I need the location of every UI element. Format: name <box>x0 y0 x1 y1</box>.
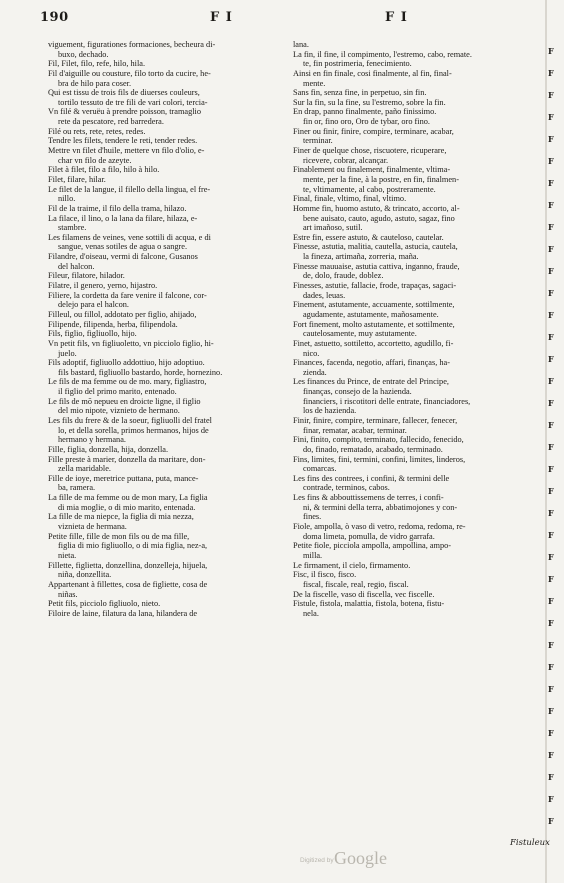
left-column-line: Le fils de mō nepueu en droicte ligne, il figlio <box>48 396 201 406</box>
right-column-line: ni, & termini della terra, abbatimojones y con- <box>303 502 458 512</box>
right-column-line: Finances, facenda, negotio, affari, finanças, ha- <box>293 358 450 368</box>
right-column-line: Homme fin, huomo astuto, & trincato, accorto, al- <box>293 203 460 213</box>
left-column-line: Tendre les filets, tendere le reti, tender redes. <box>48 136 198 146</box>
left-column-line: Filleul, ou fillol, addotato per figlio, ahijado, <box>48 309 197 319</box>
edge-letter: F <box>548 750 554 760</box>
right-column-line: Les fins & abbouttissemens de terres, i confi- <box>293 493 444 503</box>
right-column-line: zienda. <box>303 367 327 377</box>
right-column-line: milla. <box>303 550 323 560</box>
catchword: Fistuleux <box>510 838 550 848</box>
right-column-line: finar, rematar, acabar, terminar. <box>303 425 407 435</box>
page-number: 190 <box>40 10 69 25</box>
left-column-line: Fil, Filet, filo, refe, hilo, hila. <box>48 59 146 69</box>
right-column <box>293 40 523 618</box>
left-column-line: Vn petit fils, vn figliuoletto, vn picciolo figlio, hi- <box>48 338 214 348</box>
left-column-line: char vn filo de azeyte. <box>58 155 132 165</box>
right-column-line: Finer ou finir, finire, compire, terminare, acabar, <box>293 126 454 136</box>
left-column-line: niña, donzellita. <box>58 570 112 580</box>
left-column-line: stambre. <box>58 223 87 233</box>
left-column-line: La fille de ma niepce, la figlia di mia nezza, <box>48 512 194 522</box>
left-column-line: Le fils de ma femme ou de mo. mary, figliastro, <box>48 377 207 387</box>
left-column-line: del halcon. <box>58 261 95 271</box>
right-column-line: nico. <box>303 348 320 358</box>
right-column-line: Finir, finire, compire, terminare, fallecer, fenecer, <box>293 415 458 425</box>
edge-letter: F <box>548 728 554 738</box>
right-column-line: Fisc, il fisco, fisco. <box>293 570 357 580</box>
right-column-line: Les fins des contrees, i confini, & termini delle <box>293 473 450 483</box>
edge-letter: F <box>548 464 554 474</box>
right-column-line: Les finances du Prince, de entrate del Principe, <box>293 377 449 387</box>
right-column-line: Fins, limites, fini, termini, confini, limites, linderos, <box>293 454 466 464</box>
left-column-line: Petite fille, fille de mon fils ou de ma fille, <box>48 531 190 541</box>
right-column-line: mente. <box>303 78 326 88</box>
left-column-line: sangue, venas sotiles de agua o sangre. <box>58 242 188 252</box>
left-column-line: hermano y hermana. <box>58 435 126 445</box>
edge-letter: F <box>548 266 554 276</box>
edge-letter: F <box>548 222 554 232</box>
right-column-line: financiers, i riscotitori delle entrate, financiadores, <box>303 396 471 406</box>
left-column-line: Filatre, il genero, yerno, hijastro. <box>48 281 158 291</box>
digitized-watermark <box>300 848 430 870</box>
right-column-line: En drap, panno finalmente, paño finissimo. <box>293 107 437 117</box>
edge-letter: F <box>548 596 554 606</box>
left-column-line: juelo. <box>58 348 77 358</box>
right-column-line: Estre fin, essere astuto, & cauteloso, cautelar. <box>293 232 444 242</box>
edge-letter: F <box>548 90 554 100</box>
left-column-line: Fil d'aiguille ou cousture, filo torto da cucire, he- <box>48 68 211 78</box>
right-column-line: Fini, finito, compito, terminato, fallecido, fenecido, <box>293 435 464 445</box>
left-column-line: Fil de la traime, il filo della trama, hilazo. <box>48 203 187 213</box>
left-column-line: Filet à filet, filo a filo, hilo à hilo. <box>48 165 160 175</box>
right-column-line: Fiole, ampolla, ò vaso di vetro, redoma, redoma, re- <box>293 522 466 532</box>
right-column-line: contrade, terminos, cabos. <box>303 483 390 493</box>
right-column-line: lana. <box>293 40 309 49</box>
running-head-left: F I <box>210 10 233 25</box>
edge-letter: F <box>548 178 554 188</box>
edge-letter: F <box>548 618 554 628</box>
left-column-line: il figlio del primo marito, entenado. <box>58 387 177 397</box>
left-column-line: figlia di mio figliuollo, o di mia figlia, nez-a, <box>58 541 208 551</box>
right-column-line: Fistule, fistola, malattia, fistola, botena, fistu- <box>293 599 445 609</box>
right-column-line: la fineza, artimaña, zorreria, maña. <box>303 252 419 262</box>
left-column-line: nillo. <box>58 194 76 204</box>
left-column-line: Les fils du frere & de la soeur, figliuolli del fratel <box>48 415 212 425</box>
edge-letter: F <box>548 244 554 254</box>
right-column-line: dades, leuas. <box>303 290 346 300</box>
right-column-line: Fort finement, molto astutamente, et sottilmente, <box>293 319 455 329</box>
right-column-line: Finet, astuetto, sottiletto, accortetto, agudillo, fi- <box>293 338 454 348</box>
right-column-line: bene auisato, cauto, agudo, astuto, sagaz, fino <box>303 213 455 223</box>
right-column-line: Sur la fin, su la fine, su l'estremo, sobre la fin. <box>293 97 446 107</box>
right-column-line: Finer de quelque chose, riscuotere, ricuperare, <box>293 146 447 156</box>
adjacent-page-edge <box>548 40 562 832</box>
edge-letter: F <box>548 816 554 826</box>
edge-letter: F <box>548 552 554 562</box>
left-column-line: Fille preste à marier, donzella da maritare, don- <box>48 454 206 464</box>
left-column-line: Fille de ioye, meretrice puttana, puta, mance- <box>48 473 199 483</box>
right-column-line: doma limeta, pomulla, de vidro garrafa. <box>303 531 435 541</box>
right-column-line: Finesse, astutia, malitia, cautella, astucia, cautela, <box>293 242 458 252</box>
right-column-line: mente, per la fine, à la postre, en fin, finalmen- <box>303 174 459 184</box>
right-column-line: Le firmament, il cielo, firmamento. <box>293 560 411 570</box>
left-column-line: Les filamens de veines, vene sottili di acqua, e di <box>48 232 211 242</box>
right-column-line: Finablement ou finalement, finalmente, vltima- <box>293 165 451 175</box>
right-column-line: te, vltimamente, al cabo, postreramente. <box>303 184 436 194</box>
right-column-line: art imañoso, sutil. <box>303 223 363 233</box>
left-column-line: nieta. <box>58 550 77 560</box>
right-column-line: fines. <box>303 512 322 522</box>
left-column-line: Filet, filare, hilar. <box>48 174 106 184</box>
left-column-line: viguement, figurationes formaciones, becheura di- <box>48 40 216 49</box>
right-column-line: los de hazienda. <box>303 406 357 416</box>
watermark-prefix: Digitized by <box>300 857 334 864</box>
right-column-line: te, fin postrimeria, fenecimiento. <box>303 59 412 69</box>
right-column-line: agudamente, astutamente, mañosamente. <box>303 309 439 319</box>
running-head-right: F I <box>385 10 408 25</box>
edge-letter: F <box>548 134 554 144</box>
left-column-line: Le filet de la langue, il filello della lingua, el fre- <box>48 184 211 194</box>
right-column-line: De la fiscelle, vaso di fiscella, vec fiscelle. <box>293 589 435 599</box>
left-column-line: Fils, figlio, figliuollo, hijo. <box>48 329 137 339</box>
edge-letter: F <box>548 332 554 342</box>
right-column-line: de, dolo, fraude, doblez. <box>303 271 384 281</box>
left-column-line: ba, ramera. <box>58 483 96 493</box>
right-column-line: La fin, il fine, il compimento, l'estremo, cabo, remate. <box>293 49 472 59</box>
edge-letter: F <box>548 156 554 166</box>
page-fold <box>545 0 547 883</box>
right-column-line: Finesse mauuaise, astutia cattiva, inganno, fraude, <box>293 261 460 271</box>
google-logo: Google <box>334 848 387 868</box>
right-column-line: Sans fin, senza fine, in perpetuo, sin fin. <box>293 88 427 98</box>
edge-letter: F <box>548 794 554 804</box>
edge-letter: F <box>548 508 554 518</box>
left-column-line: Petit fils, picciolo figliuolo, nieto. <box>48 599 161 609</box>
edge-letter: F <box>548 574 554 584</box>
edge-letter: F <box>548 662 554 672</box>
left-column-line: Filipende, filipenda, herba, filipendola. <box>48 319 178 329</box>
right-column-line: finanças, consejo de la hazienda. <box>303 387 412 397</box>
edge-letter: F <box>548 420 554 430</box>
right-column-line: cautelosamente, muy astutamente. <box>303 329 417 339</box>
left-column-line: Filiere, la cordetta da fare venire il falcone, cor- <box>48 290 207 300</box>
right-column-line: Final, finale, vltimo, final, vltimo. <box>293 194 407 204</box>
left-column-line: lo, et della sorella, primos hermanos, hijos de <box>58 425 209 435</box>
edge-letter: F <box>548 442 554 452</box>
right-column-line: terminar. <box>303 136 333 146</box>
left-column <box>48 40 293 618</box>
edge-letter: F <box>548 68 554 78</box>
left-column-line: Qui est tissu de trois fils de diuerses couleurs, <box>48 88 200 98</box>
left-column-line: di mia moglie, o di mio marito, entenada. <box>58 502 196 512</box>
edge-letter: F <box>548 684 554 694</box>
left-column-line: Fils adoptif, figliuollo addottiuo, hijo adoptiuo. <box>48 358 205 368</box>
edge-letter: F <box>548 46 554 56</box>
right-column-line: nela. <box>303 608 319 618</box>
right-column-line: ricevere, cobrar, alcançar. <box>303 155 389 165</box>
left-column-line: Fille, figlia, donzella, hija, donzella. <box>48 444 169 454</box>
page-header <box>0 10 564 34</box>
left-column-line: viznieta de hermana. <box>58 522 127 532</box>
left-column-line: Vn filé & veruëu à prendre poisson, tramaglio <box>48 107 201 117</box>
right-column-line: comarcas. <box>303 464 337 474</box>
right-column-line: do, finado, rematado, acabado, terminado. <box>303 444 443 454</box>
left-column-line: Filandre, d'oiseau, vermi di falcone, Gusanos <box>48 252 198 262</box>
right-column-line: Petite fiole, picciola ampolla, ampollina, ampo- <box>293 541 452 551</box>
left-column-line: niñas. <box>58 589 78 599</box>
left-column-line: Filoire de laine, filatura da lana, hilandera de <box>48 608 198 618</box>
left-column-line: rete da pescatore, red barredera. <box>58 117 164 127</box>
edge-letter: F <box>548 640 554 650</box>
left-column-line: La filace, il lino, o la lana da filare, hilaza, e- <box>48 213 198 223</box>
right-column-line: Finesses, astutie, fallacie, frode, trapaças, sagaci- <box>293 281 457 291</box>
edge-letter: F <box>548 486 554 496</box>
left-column-line: tortilo tessuto de tre fili de vari colori, tercia- <box>58 97 208 107</box>
edge-letter: F <box>548 288 554 298</box>
edge-letter: F <box>548 706 554 716</box>
right-column-line: fiscal, fiscale, real, regio, fiscal. <box>303 579 409 589</box>
left-column-line: La fille de ma femme ou de mon mary, La figlia <box>48 493 208 503</box>
left-column-line: del mio nipote, viznieto de hermano. <box>58 406 180 416</box>
edge-letter: F <box>548 310 554 320</box>
right-column-line: fin or, fino oro, Oro de tybar, oro fino. <box>303 117 430 127</box>
left-column-line: delejo para el halcon. <box>58 300 129 310</box>
left-column-line: fils bastard, figliuollo bastardo, horde, hornezino. <box>58 367 223 377</box>
edge-letter: F <box>548 376 554 386</box>
left-column-line: Appartenant à fillettes, cosa de figliette, cosa de <box>48 579 208 589</box>
left-column-line: Filé ou rets, rete, retes, redes. <box>48 126 146 136</box>
edge-letter: F <box>548 200 554 210</box>
left-column-line: buxo, dechado. <box>58 49 109 59</box>
edge-letter: F <box>548 112 554 122</box>
edge-letter: F <box>548 530 554 540</box>
left-column-line: Fileur, filatore, hilador. <box>48 271 125 281</box>
left-column-line: bra de hilo para coser. <box>58 78 132 88</box>
left-column-line: Mettre vn filet d'huile, mettere vn filo d'olio, e- <box>48 146 205 156</box>
left-column-line: Fillette, figlietta, donzellina, donzelleja, hijuela, <box>48 560 208 570</box>
left-column-line: zella maridable. <box>58 464 111 474</box>
edge-letter: F <box>548 354 554 364</box>
right-column-line: Ainsi en fin finale, cosi finalmente, al fin, final- <box>293 68 452 78</box>
edge-letter: F <box>548 398 554 408</box>
edge-letter: F <box>548 772 554 782</box>
right-column-line: Finement, astutamente, accuamente, sottilmente, <box>293 300 455 310</box>
